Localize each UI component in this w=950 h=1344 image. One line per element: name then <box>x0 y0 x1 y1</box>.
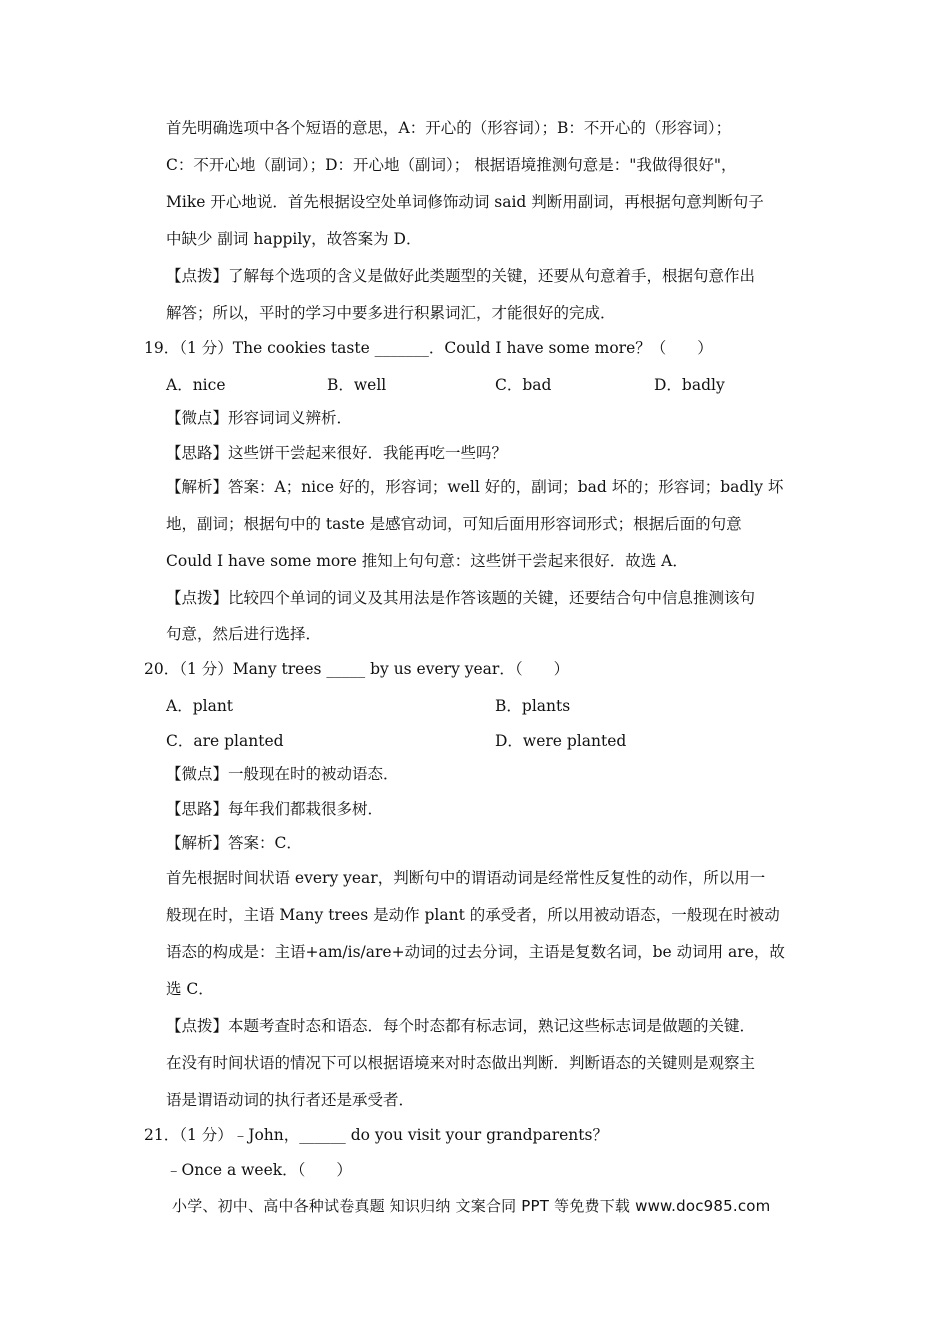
q20-jiexi-line: 首先根据时间状语 every year，判断句中的谓语动词是经常性反复性的动作，所以用一 <box>166 869 766 887</box>
q19-dianbo-line: 句意，然后进行选择． <box>166 625 322 643</box>
q21-answer-line: ﹣Once a week．（ ） <box>166 1161 352 1179</box>
q20-jiexi-line: 选 C． <box>166 980 214 998</box>
q19-option-b: B．well <box>327 376 387 394</box>
q20-option-b: B．plants <box>495 697 571 715</box>
q19-option-c: C．bad <box>495 376 552 394</box>
q20-silu: 【思路】每年我们都栽很多树． <box>166 800 384 818</box>
q19-option-a: A．nice <box>166 376 226 394</box>
q20-jiexi-line: 般现在时，主语 Many trees 是动作 plant 的承受者，所以用被动语态，一般现在时被动 <box>166 906 780 924</box>
q20-option-a: A．plant <box>166 697 234 715</box>
q20-dianbo-line: 语是谓语动词的执行者还是承受者． <box>166 1091 415 1109</box>
q19-weidian: 【微点】形容词词义辨析． <box>166 409 353 427</box>
text-line: Mike 开心地说．首先根据设空处单词修饰动词 said 判断用副词，再根据句意判断句子 <box>166 193 764 211</box>
q20-jiexi-line: 语态的构成是：主语+am/is/are+动词的过去分词，主语是复数名词，be 动词用 are，故 <box>166 943 785 961</box>
q19-silu: 【思路】这些饼干尝起来很好．我能再吃一些吗？ <box>166 444 508 462</box>
q20-option-d: D．were planted <box>495 732 627 750</box>
q20-dianbo-line: 在没有时间状语的情况下可以根据语境来对时态做出判断．判断语态的关键则是观察主 <box>166 1054 756 1072</box>
q20-jiexi-head: 【解析】答案：C． <box>166 834 302 852</box>
q19-option-d: D．badly <box>654 376 725 394</box>
page-footer: 小学、初中、高中各种试卷真题 知识归纳 文案合同 PPT 等免费下载 www.doc985.com <box>172 1197 771 1215</box>
dianbo-line: 【点拨】了解每个选项的含义是做好此类题型的关键，还要从句意着手，根据句意作出 <box>166 267 756 285</box>
text-line: 中缺少 副词 happily，故答案为 D． <box>166 230 422 248</box>
q19-jiexi-line: 【解析】答案：A；nice 好的，形容词；well 好的，副词；bad 坏的；形容词；badly 坏 <box>166 478 784 496</box>
text-line: 首先明确选项中各个短语的意思，A：开心的（形容词）；B：不开心的（形容词）； <box>166 119 732 137</box>
question-19-stem: 19．（1 分）The cookies taste _______．Could I have some more？（ ） <box>144 339 713 357</box>
q19-jiexi-line: Could I have some more 推知上句句意：这些饼干尝起来很好．故选 A． <box>166 552 688 570</box>
q20-option-c: C．are planted <box>166 732 284 750</box>
q20-dianbo-line: 【点拨】本题考查时态和语态．每个时态都有标志词，熟记这些标志词是做题的关键． <box>166 1017 756 1035</box>
text-line: C：不开心地（副词）；D：开心地（副词）； 根据语境推测句意是："我做得很好"， <box>166 156 737 174</box>
dianbo-line: 解答；所以，平时的学习中要多进行积累词汇，才能很好的完成． <box>166 304 616 322</box>
q19-dianbo-line: 【点拨】比较四个单词的词义及其用法是作答该题的关键，还要结合句中信息推测该句 <box>166 589 756 607</box>
q20-weidian: 【微点】一般现在时的被动语态． <box>166 765 399 783</box>
q19-jiexi-line: 地，副词；根据句中的 taste 是感官动词，可知后面用形容词形式；根据后面的句意 <box>166 515 742 533</box>
question-21-stem: 21．（1 分）﹣John，______ do you visit your grandparents？ <box>144 1126 608 1144</box>
question-20-stem: 20．（1 分）Many trees _____ by us every year．（ ） <box>144 660 570 678</box>
